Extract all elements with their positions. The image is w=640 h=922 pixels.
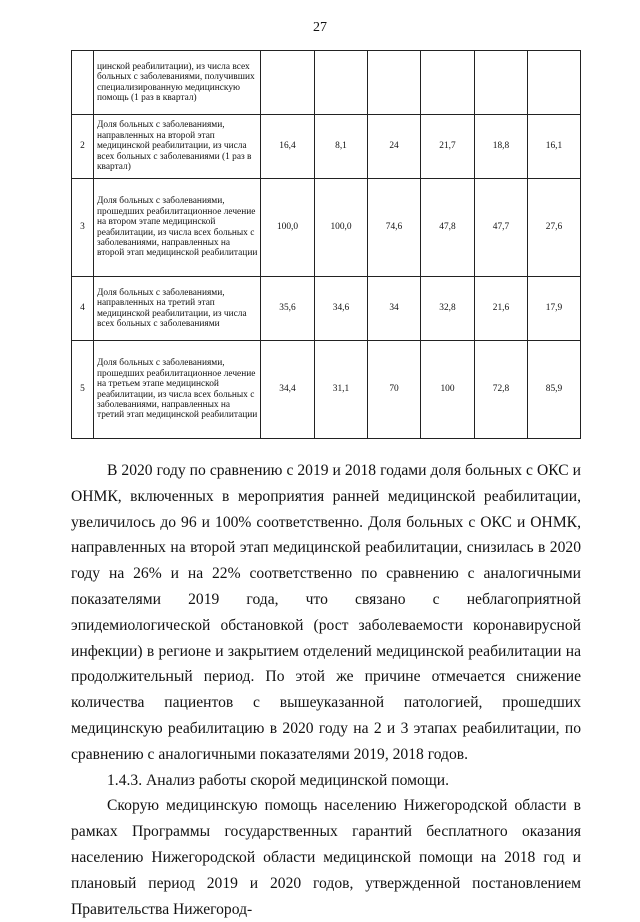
- row-value: 74,6: [368, 179, 421, 277]
- row-number: 3: [72, 179, 94, 277]
- row-number: [72, 51, 94, 115]
- row-value: [475, 51, 528, 115]
- page-number: 27: [313, 20, 327, 35]
- paragraph: Скорую медицинскую помощь населению Нижегородской области в рамках Программы государственных гарантий бесплатного оказания населению Нижегородской области медицинской помощи на 2018 год и плановый период 2019 и 2020 годов, утвержденной постановлением Правительства Нижегород-: [71, 797, 581, 918]
- body-text: [71, 458, 581, 922]
- table-row: [72, 51, 581, 115]
- row-value: [261, 51, 315, 115]
- row-value: 24: [368, 115, 421, 179]
- row-number: 5: [72, 341, 94, 439]
- row-value: 31,1: [315, 341, 368, 439]
- paragraph: В 2020 году по сравнению с 2019 и 2018 годами доля больных с ОКС и ОНМК, включенных в мероприятия ранней медицинской реабилитации, увеличилось до 96 и 100% соответственно. Доля больных с ОКС и ОНМК, направленных на второй этап медицинской реабилитации, снизилась в 2020 году на 26% и на 22% соответственно по сравнению с аналогичными показателями 2019 года, что связано с неблагоприятной эпидемиологической обстановкой (рост заболеваемости коронавирусной инфекции) в регионе и закрытием отделений медицинской реабилитации на продолжительный период. По этой же причине отмечается снижение количества пациентов с вышеуказанной патологией, прошедших медицинскую реабилитацию в 2020 году на 2 и 3 этапах реабилитации, по сравнению с аналогичными показателями 2019, 2018 годов.: [71, 462, 581, 763]
- row-value: 100: [421, 341, 475, 439]
- table-row: [72, 179, 581, 277]
- row-number: 4: [72, 277, 94, 341]
- row-value: 32,8: [421, 277, 475, 341]
- row-value: 21,6: [475, 277, 528, 341]
- row-value: 8,1: [315, 115, 368, 179]
- row-value: 47,8: [421, 179, 475, 277]
- row-value: 70: [368, 341, 421, 439]
- row-value: 27,6: [528, 179, 581, 277]
- row-value: 17,9: [528, 277, 581, 341]
- row-value: 47,7: [475, 179, 528, 277]
- row-value: 34,4: [261, 341, 315, 439]
- row-value: [315, 51, 368, 115]
- row-description: Доля больных с заболеваниями, прошедших реабилитационное лечение на втором этапе медицинской реабилитации, из числа всех больных с заболеваниями, направленных на второй этап медицинской реабилитации: [94, 179, 261, 277]
- section-heading: 1.4.3. Анализ работы скорой медицинской помощи.: [107, 771, 450, 789]
- row-description: Доля больных с заболеваниями, прошедших реабилитационное лечение на третьем этапе медицинской реабилитации, из числа всех больных с заболеваниями, направленных на третий этап медицинской реабилитации: [94, 341, 261, 439]
- row-value: 34,6: [315, 277, 368, 341]
- row-value: 35,6: [261, 277, 315, 341]
- row-description: Доля больных с заболеваниями, направленных на третий этап медицинской реабилитации, из числа всех больных с заболеваниями: [94, 277, 261, 341]
- indicators-table: [71, 50, 581, 439]
- row-value: 18,8: [475, 115, 528, 179]
- row-description: Доля больных с заболеваниями, направленных на второй этап медицинской реабилитации, из числа всех больных с заболеваниями (1 раз в квартал): [94, 115, 261, 179]
- row-value: 100,0: [261, 179, 315, 277]
- row-value: [368, 51, 421, 115]
- row-value: [528, 51, 581, 115]
- row-value: [421, 51, 475, 115]
- row-value: 21,7: [421, 115, 475, 179]
- table-row: [72, 115, 581, 179]
- row-number: 2: [72, 115, 94, 179]
- row-description: цинской реабилитации), из числа всех больных с заболеваниями, получивших специализированную медицинскую помощь (1 раз в квартал): [94, 51, 261, 115]
- row-value: 85,9: [528, 341, 581, 439]
- row-value: 16,1: [528, 115, 581, 179]
- row-value: 34: [368, 277, 421, 341]
- row-value: 16,4: [261, 115, 315, 179]
- table-row: [72, 341, 581, 439]
- row-value: 100,0: [315, 179, 368, 277]
- row-value: 72,8: [475, 341, 528, 439]
- table-row: [72, 277, 581, 341]
